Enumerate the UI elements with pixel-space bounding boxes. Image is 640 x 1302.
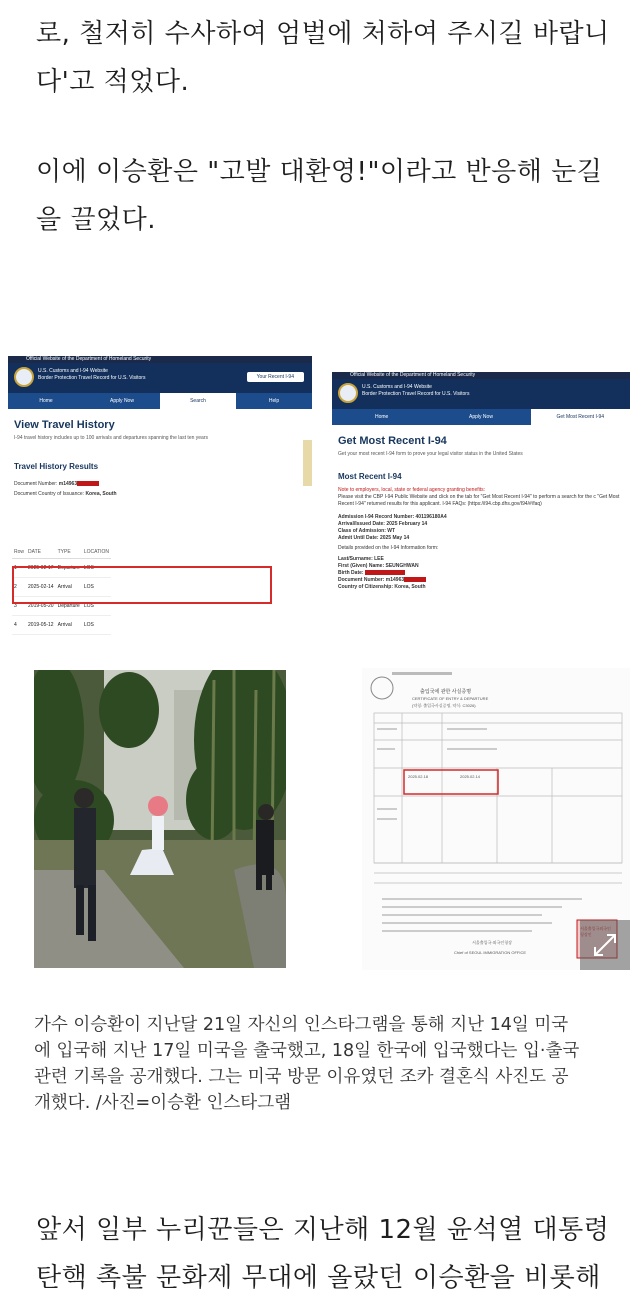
col-type: TYPE bbox=[56, 546, 82, 559]
caption-line1: 가수 이승환이 지난달 21일 자신의 인스타그램을 통해 지난 14일 미국 bbox=[34, 1015, 569, 1035]
nav-help[interactable]: Help bbox=[268, 398, 280, 404]
nav-bar bbox=[8, 393, 312, 409]
doc-country-value: Korea, South bbox=[85, 491, 117, 497]
redaction-mark bbox=[404, 577, 426, 582]
brand-line1: U.S. Customs and I-94 Website bbox=[362, 384, 432, 390]
expand-arrows-icon bbox=[580, 920, 630, 970]
dhs-seal-icon bbox=[338, 383, 358, 403]
col-date: DATE bbox=[26, 546, 56, 559]
cell-date: 2019-05-12 bbox=[26, 616, 56, 635]
brand-line2: Border Protection Travel Record for U.S. Visitors bbox=[38, 375, 146, 381]
your-recent-i94-button[interactable]: Your Recent I-94 bbox=[247, 372, 304, 382]
brand-line2: Border Protection Travel Record for U.S. Visitors bbox=[362, 391, 470, 397]
birth-date-label: Birth Date: bbox=[338, 570, 364, 576]
doc-country-label: Document Country of Issuance: bbox=[14, 491, 85, 497]
section-heading: Most Recent I-94 bbox=[338, 472, 402, 481]
admit-until: Admit Until Date: 2025 May 14 bbox=[338, 535, 410, 541]
cell-location: LOS bbox=[82, 597, 111, 616]
details-line: Details provided on the I-94 Information form: bbox=[338, 545, 439, 551]
cell-date: 2019-05-20 bbox=[26, 597, 56, 616]
last-name: Last/Surname: LEE bbox=[338, 556, 384, 562]
caption-line3: 관련 기록을 공개했다. 그는 미국 방문 이유였던 조카 결혼식 사진도 공 bbox=[34, 1067, 569, 1087]
need-help-tab[interactable] bbox=[303, 440, 312, 486]
para1-line2: 다'고 적었다. bbox=[36, 67, 190, 97]
class-of-admission: Class of Admission: WT bbox=[338, 528, 396, 534]
col-location: LOCATION bbox=[82, 546, 111, 559]
nav-apply-now[interactable]: Apply Now bbox=[469, 414, 493, 420]
cell-type: Departure bbox=[56, 559, 82, 578]
note-body: Please visit the CBP I-94 Public Website and click on the tab for "Get Most Recent I-94" to perform a search for the c "Get Most Recent I-94" returned results for this applicant. I-94 FAQs: (https://i94.cbp.dhs.gov/I94/#/faq) bbox=[338, 494, 620, 507]
page-subtitle: Get your most recent I-94 form to prove your legal visitor status in the United States bbox=[338, 451, 523, 457]
nav-get-most-recent[interactable]: Get Most Recent I-94 bbox=[531, 409, 630, 425]
table-header-row bbox=[12, 546, 111, 559]
admission-record: Admission I-94 Record Number: 401196180A4 bbox=[338, 514, 447, 520]
first-name: First (Given) Name: SEUNGHWAN bbox=[338, 563, 419, 569]
para3-line1: 앞서 일부 누리꾼들은 지난해 12월 윤석열 대통령 bbox=[36, 1215, 610, 1245]
note-title: Note to employers, local, state or federal agency granting benefits: bbox=[338, 487, 486, 493]
nav-bar bbox=[332, 409, 630, 425]
gov-banner: Official Website of the Department of Homeland Security bbox=[8, 356, 312, 363]
cell-location: LOS bbox=[82, 578, 111, 597]
cell-type: Arrival bbox=[56, 578, 82, 597]
cert-header-sub: (약칭: 출입국사실증명, 약식: C3026) bbox=[412, 703, 476, 708]
cert-header: 출입국에 관한 사실증명 bbox=[420, 689, 472, 695]
page-title: View Travel History bbox=[14, 419, 115, 431]
caption-line4: 개했다. /사진=이승환 인스타그램 bbox=[34, 1093, 292, 1113]
highlight-box bbox=[12, 566, 272, 604]
cert-entry-date: 2025.02.18 bbox=[408, 774, 429, 779]
cert-header-en: CERTIFICATE OF ENTRY & DEPARTURE bbox=[412, 696, 489, 701]
article-paragraph-3 bbox=[36, 1206, 626, 1302]
col-row: Row bbox=[12, 546, 26, 559]
page-subtitle: I-94 travel history includes up to 100 arrivals and departures spanning the last ten years bbox=[14, 435, 208, 441]
cert-office-en: Chief of SEOUL IMMIGRATION OFFICE bbox=[454, 950, 527, 955]
cell-type: Arrival bbox=[56, 616, 82, 635]
brand-text bbox=[38, 368, 145, 382]
para2-line1: 이에 이승환은 "고발 대환영!"이라고 반응해 눈길 bbox=[36, 157, 603, 187]
doc-number-label: Document Number: bbox=[14, 481, 58, 487]
citizenship: Country of Citizenship: Korea, South bbox=[338, 584, 426, 590]
redaction-mark bbox=[365, 570, 405, 575]
cert-depart-date: 2025.02.14 bbox=[460, 774, 481, 779]
table-row bbox=[12, 616, 111, 635]
cell-row: 3 bbox=[12, 597, 26, 616]
page-title: Get Most Recent I-94 bbox=[338, 435, 447, 447]
cell-type: Departure bbox=[56, 597, 82, 616]
cell-location: LOS bbox=[82, 616, 111, 635]
brand-line1: U.S. Customs and I-94 Website bbox=[38, 368, 108, 374]
cell-row: 1 bbox=[12, 559, 26, 578]
wedding-photo-illustration bbox=[34, 670, 286, 968]
dhs-seal-icon bbox=[14, 367, 34, 387]
para3-line2: 탄핵 촉불 문화제 무대에 올랐던 이승환을 비롯해 bbox=[36, 1263, 601, 1293]
doc-number-line bbox=[14, 481, 312, 488]
para1-line1: 로, 철저히 수사하여 엄벌에 처하여 주시길 바랍니 bbox=[36, 19, 610, 49]
doc-country-line bbox=[14, 491, 312, 498]
cell-date: 2025-02-14 bbox=[26, 578, 56, 597]
redaction-mark bbox=[77, 481, 99, 486]
cbp-header bbox=[8, 363, 312, 393]
document-number bbox=[338, 577, 630, 584]
wedding-photo bbox=[34, 670, 286, 968]
cell-location: LOS bbox=[82, 559, 111, 578]
doc-number-value: m14963 bbox=[58, 481, 78, 487]
employer-note bbox=[338, 487, 630, 508]
para2-line2: 을 끌었다. bbox=[36, 205, 156, 235]
cell-row: 2 bbox=[12, 578, 26, 597]
caption-line2: 에 입국해 지난 17일 미국을 출국했고, 18일 한국에 입국했다는 입·출국 bbox=[34, 1041, 580, 1061]
most-recent-i94-screenshot bbox=[332, 372, 630, 628]
document-number-text: Document Number: m14963 bbox=[338, 577, 405, 583]
cell-row: 4 bbox=[12, 616, 26, 635]
image-caption bbox=[34, 1012, 614, 1116]
travel-history-screenshot bbox=[8, 356, 312, 644]
nav-home[interactable]: Home bbox=[374, 414, 389, 420]
gov-banner: Official Website of the Department of Homeland Security bbox=[332, 372, 630, 379]
cbp-header bbox=[332, 379, 630, 409]
results-heading: Travel History Results bbox=[14, 462, 99, 471]
expand-image-button[interactable] bbox=[580, 920, 630, 970]
birth-date bbox=[338, 570, 630, 577]
nav-search[interactable]: Search bbox=[160, 393, 236, 409]
cert-office: 서울출입국·외국인청장 bbox=[472, 940, 512, 945]
article-paragraph-1 bbox=[36, 10, 626, 106]
arrival-date: Arrival/Issued Date: 2025 February 14 bbox=[338, 521, 428, 527]
cell-date: 2025-02-17 bbox=[26, 559, 56, 578]
article-paragraph-2 bbox=[36, 148, 626, 244]
nav-home[interactable]: Home bbox=[39, 398, 53, 404]
brand-text bbox=[362, 384, 469, 398]
nav-apply-now[interactable]: Apply Now bbox=[110, 398, 134, 404]
